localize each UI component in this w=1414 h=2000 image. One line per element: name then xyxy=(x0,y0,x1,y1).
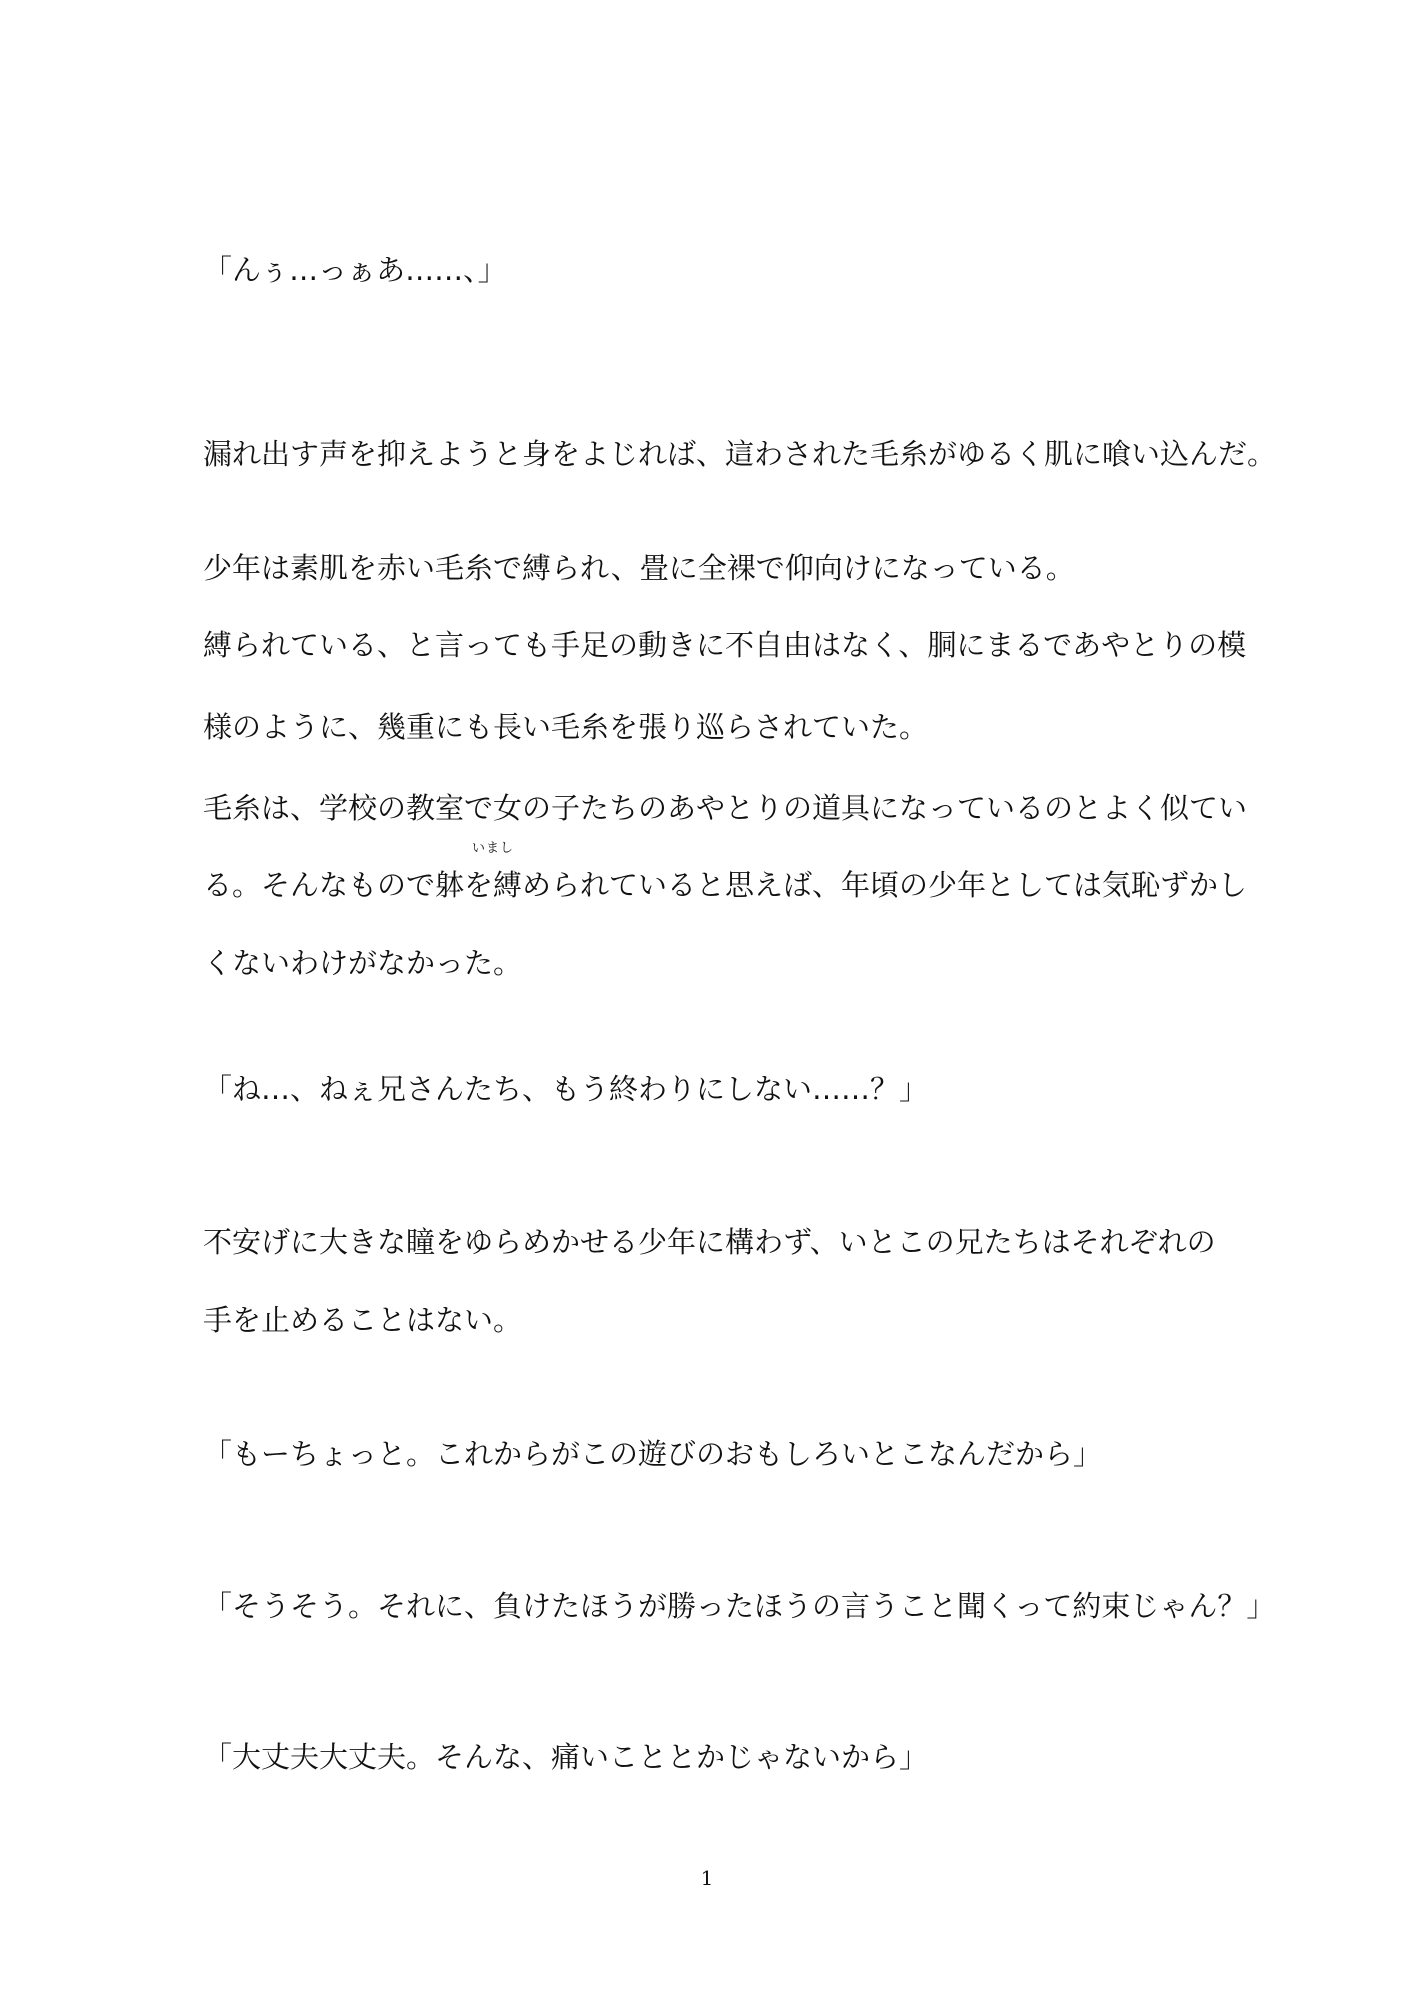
text-line: 「そうそう。それに、負けたほうが勝ったほうの言うこと聞くって約束じゃん？」 xyxy=(203,1589,1276,1623)
text-line: 「大丈夫大丈夫。そんな、痛いこととかじゃないから」 xyxy=(203,1740,929,1774)
ruby-annotation: いまし xyxy=(472,841,515,856)
text-line: 手を止めることはない。 xyxy=(203,1303,523,1337)
text-line: 毛糸は、学校の教室で女の子たちのあやとりの道具になっているのとよく似てい xyxy=(203,791,1248,825)
text-line: 「ね…、ねぇ兄さんたち、もう終わりにしない……？」 xyxy=(203,1072,929,1106)
page-number: 1 xyxy=(700,1866,714,1890)
text-line: 様のように、幾重にも長い毛糸を張り巡らされていた。 xyxy=(203,710,929,744)
text-line: 不安げに大きな瞳をゆらめかせる少年に構わず、いとこの兄たちはそれぞれの xyxy=(203,1225,1216,1259)
text-line: 縛られている、と言っても手足の動きに不自由はなく、胴にまるであやとりの模 xyxy=(203,628,1247,662)
text-line: 「もーちょっと。これからがこの遊びのおもしろいとこなんだから」 xyxy=(203,1437,1103,1471)
text-line: くないわけがなかった。 xyxy=(203,946,523,980)
text-line: 少年は素肌を赤い毛糸で縛られ、畳に全裸で仰向けになっている。 xyxy=(203,551,1075,585)
text-line: る。そんなもので躰を縛められていると思えば、年頃の少年としては気恥ずかし xyxy=(203,868,1248,902)
text-line: 「んぅ…っぁあ……、」 xyxy=(203,253,507,287)
text-line: 漏れ出す声を抑えようと身をよじれば、這わされた毛糸がゆるく肌に喰い込んだ。 xyxy=(203,437,1277,471)
